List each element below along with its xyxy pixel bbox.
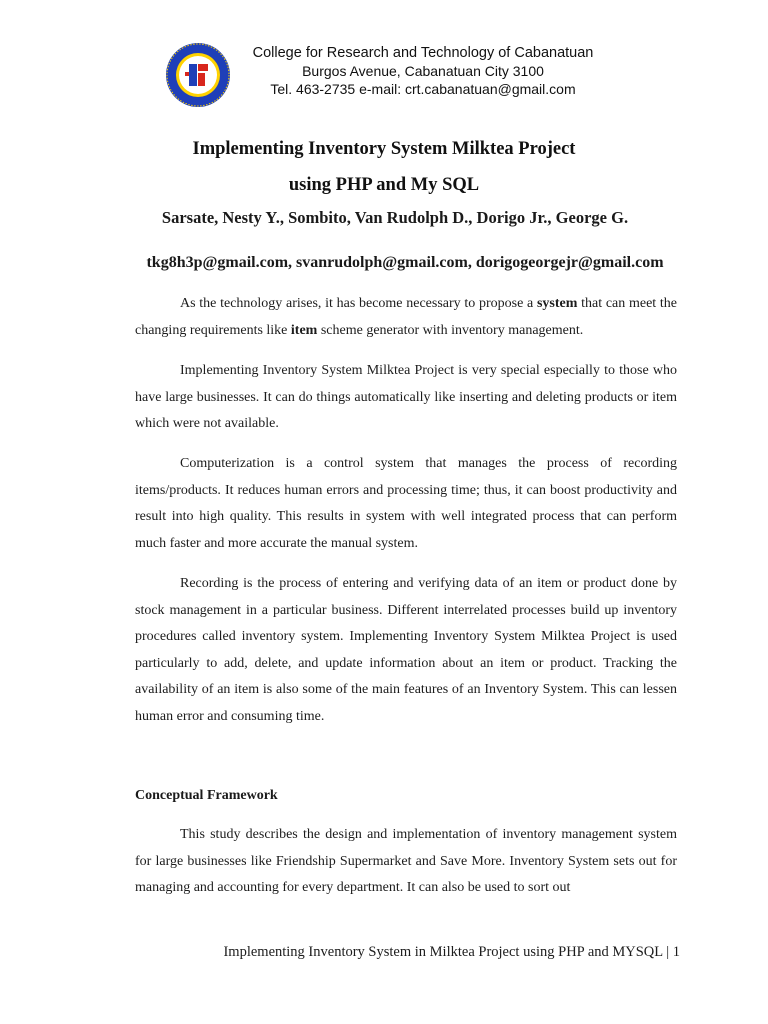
paragraph-4: Recording is the process of entering and verifying data of an item or product done by stock management in a particular business. Different interrelated processes build up inventory procedures called inventory system. Implementing Inventory System Milktea Project is used particularly to add, delete, and update information about an item or product. Tracking the availability of an item is also some of the main features of an Inventory System. This can lessen human error and consuming time. bbox=[135, 576, 677, 724]
paragraph-1: As the technology arises, it has become necessary to propose a system that can meet the changing requirements like item scheme generator with inventory management. bbox=[135, 296, 678, 338]
college-seal-logo bbox=[165, 42, 231, 108]
letterhead bbox=[0, 40, 768, 115]
paper-title-line-1: Implementing Inventory System Milktea Project bbox=[192, 139, 576, 159]
paragraph-2: Implementing Inventory System Milktea Project is very special especially to those who have large businesses. It can do things automatically like inserting and deleting products or item which were not available. bbox=[135, 363, 677, 431]
paragraph-3: Computerization is a control system that manages the process of recording items/products. It reduces human errors and processing time; thus, it can boost productivity and result into high quality. This results in system with well integrated process that can perform much faster and more accurate the manual system. bbox=[135, 456, 677, 551]
institution-contact: Tel. 463-2735 e-mail: crt.cabanatuan@gmail.com bbox=[270, 81, 576, 97]
paragraph-5: This study describes the design and implementation of inventory management system for large businesses like Friendship Supermarket and Save More. Inventory System sets out for managing and accounting for every department. It can also be used to sort out bbox=[135, 827, 677, 895]
paper-title-line-2: using PHP and My SQL bbox=[288, 175, 480, 195]
bold-term-system: system bbox=[536, 296, 578, 311]
author-emails: tkg8h3p@gmail.com, svanrudolph@gmail.com, dorigogeorgejr@gmail.com bbox=[146, 254, 664, 271]
institution-address: Burgos Avenue, Cabanatuan City 3100 bbox=[302, 63, 544, 79]
author-list: Sarsate, Nesty Y., Sombito, Van Rudolph D., Dorigo Jr., George G. bbox=[161, 208, 629, 227]
page-footer: Implementing Inventory System in Milktea Project using PHP and MYSQL | 1 bbox=[223, 944, 680, 960]
bold-term-item: item bbox=[290, 322, 318, 338]
institution-name: College for Research and Technology of Cabanatuan bbox=[252, 45, 594, 61]
section-heading: Conceptual Framework bbox=[135, 788, 278, 803]
